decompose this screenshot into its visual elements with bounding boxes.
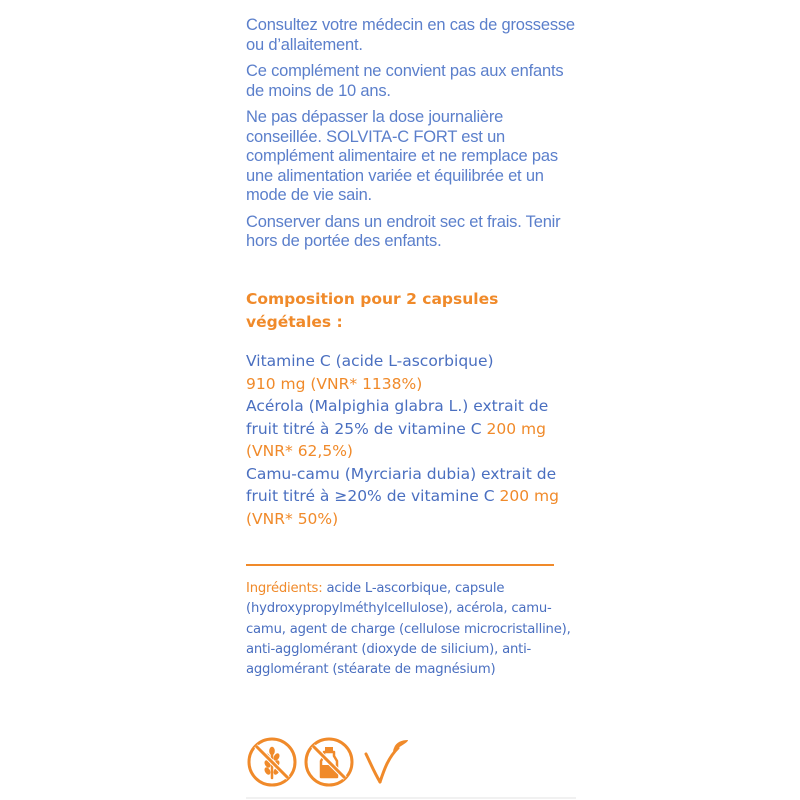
composition-item-name: Acérola (Malpighia glabra L.) extrait de fruit titré à 25% de vitamine C bbox=[246, 397, 549, 438]
ingredients-text bbox=[246, 579, 576, 680]
gluten-free-icon bbox=[246, 736, 298, 788]
composition-title: Composition pour 2 capsules végétales : bbox=[246, 290, 499, 331]
composition-item-amount: 910 mg (VNR* 1138%) bbox=[246, 374, 423, 393]
lactose-free-icon bbox=[303, 736, 355, 788]
warning-children: Ce complément ne convient pas aux enfants de moins de 10 ans. bbox=[246, 62, 564, 100]
composition-item-name: Camu-camu (Myrciaria dubia) extrait de fruit titré à ≥20% de vitamine C bbox=[246, 464, 557, 505]
ingredients-label: Ingrédients: bbox=[246, 581, 323, 596]
warning-dose: Ne pas dépasser la dose journalière conseillée. SOLVITA-C FORT est un complément alimentaire et ne remplace pas une alimentation variée et équilibrée et un mode de vie sain. bbox=[246, 108, 558, 204]
composition-list bbox=[246, 350, 576, 530]
warnings-block bbox=[246, 16, 576, 259]
composition-item-amount: 200 mg (VNR* 62,5%) bbox=[246, 419, 546, 460]
vegan-icon bbox=[358, 736, 410, 788]
warning-storage: Conserver dans un endroit sec et frais. Tenir hors de portée des enfants. bbox=[246, 212, 561, 250]
ingredients-list: acide L-ascorbique, capsule (hydroxypropylméthylcellulose), acérola, camu-camu, agent de charge (cellulose microcristalline), anti-agglomérant (dioxyde de silicium), anti-agglomérant (stéarate de magnésium) bbox=[246, 581, 571, 678]
dietary-icons bbox=[246, 736, 406, 792]
composition-item-name: Vitamine C (acide L-ascorbique) bbox=[246, 352, 494, 370]
bottom-rule bbox=[246, 797, 576, 799]
composition-item-amount: 200 mg (VNR* 50%) bbox=[246, 487, 559, 528]
warning-pregnancy: Consultez votre médecin en cas de grossesse ou d’allaitement. bbox=[246, 16, 575, 54]
warnings-text bbox=[246, 16, 576, 252]
section-divider bbox=[246, 564, 554, 566]
